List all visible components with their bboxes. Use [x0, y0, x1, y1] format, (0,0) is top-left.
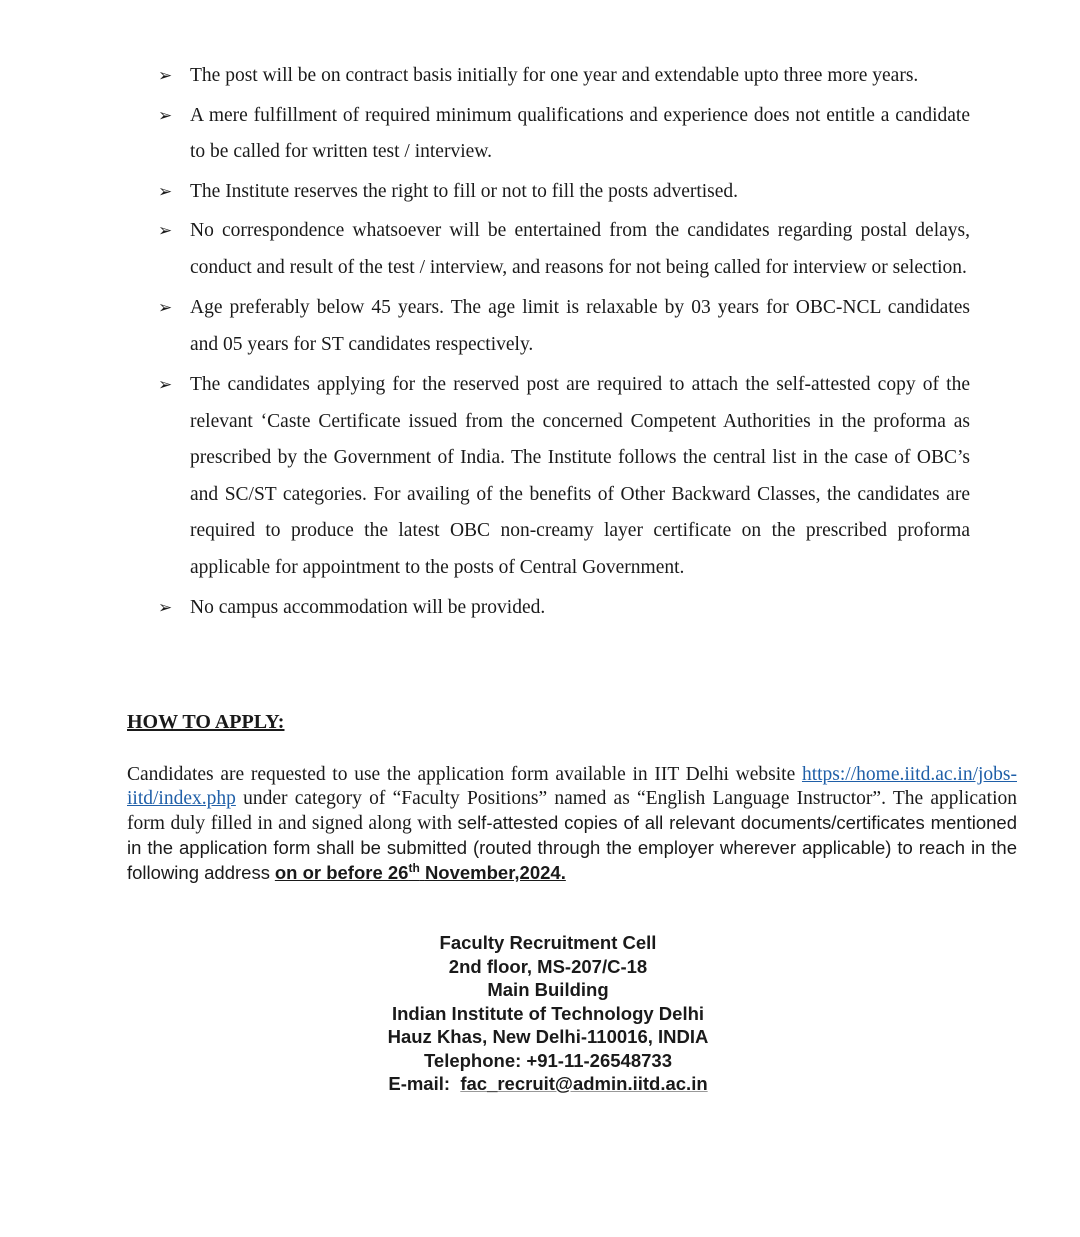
list-item-text: The post will be on contract basis initially for one year and extendable upto three more years.: [190, 65, 919, 86]
list-item: [158, 590, 970, 627]
address-line-building: Main Building: [487, 979, 609, 1000]
jobs-website-link[interactable]: https://home.iitd.ac.in/jobs-iitd/index.php: [127, 764, 1017, 809]
email-link[interactable]: fac_recruit@admin.iitd.ac.in: [460, 1073, 708, 1094]
list-item: [158, 290, 970, 363]
address-line-cell: Faculty Recruitment Cell: [439, 932, 657, 953]
deadline-superscript: th: [408, 860, 420, 875]
deadline-suffix: November,2024.: [424, 862, 566, 883]
address-email-row: [127, 1072, 969, 1096]
list-item-text: No correspondence whatsoever will be entertained from the candidates regarding postal delays, conduct and result of the test / interview, and reasons for not being called for interview or selection.: [190, 220, 970, 278]
how-to-apply-paragraph: [127, 763, 1017, 886]
apply-intro-text: Candidates are requested to use the application form available in IIT Delhi website: [127, 764, 796, 785]
list-item-text: No campus accommodation will be provided.: [190, 597, 546, 618]
list-item: [158, 367, 970, 586]
arrow-bullet-icon: ➢: [158, 105, 173, 126]
arrow-bullet-icon: ➢: [158, 375, 173, 395]
postal-address: [127, 931, 969, 1096]
list-item: [158, 174, 970, 211]
address-line-institute: Indian Institute of Technology Delhi: [391, 1002, 705, 1024]
apply-tail-text: self-attested copies of all relevant documents/certificates mentioned in the application form shall be submitted (routed through the employer wherever applicable) to reach in the following address: [127, 812, 1017, 883]
how-to-apply-heading: HOW TO APPLY:: [127, 711, 285, 733]
list-item-text: A mere fulfillment of required minimum qualifications and experience does not entitle a candidate to be called for written test / interview.: [190, 104, 970, 162]
address-line-floor: 2nd floor, MS-207/C-18: [448, 955, 648, 977]
arrow-bullet-icon: ➢: [158, 66, 173, 86]
arrow-bullet-icon: ➢: [158, 221, 173, 241]
apply-middle-text: under category of “Faculty Positions” named as “English Language Instructor”. The application form duly filled in and signed along with: [127, 788, 1018, 834]
deadline-prefix: on or before 26: [274, 862, 409, 883]
list-item-text: The Institute reserves the right to fill or not to fill the posts advertised.: [190, 180, 739, 202]
arrow-bullet-icon: ➢: [158, 181, 173, 202]
list-item: [158, 98, 970, 171]
list-item: [158, 213, 970, 286]
address-telephone: Telephone: +91-11-26548733: [423, 1049, 672, 1071]
address-line-city: Hauz Khas, New Delhi-110016, INDIA: [387, 1026, 709, 1047]
arrow-bullet-icon: ➢: [158, 598, 173, 618]
deadline-text: [275, 862, 566, 883]
list-item: [158, 58, 970, 95]
list-item-text: Age preferably below 45 years. The age limit is relaxable by 03 years for OBC-NCL candidates and 05 years for ST candidates respectively.: [190, 297, 970, 355]
conditions-list: [158, 58, 970, 630]
email-label: E-mail:: [388, 1073, 451, 1094]
arrow-bullet-icon: ➢: [158, 298, 173, 318]
list-item-text: The candidates applying for the reserved post are required to attach the self-attested copy of the relevant ‘Caste Certificate issued from the concerned Competent Authorities in the proforma as prescribed by the Government of India. The Institute follows the central list in the case of OBC’s and SC/ST categories. For availing of the benefits of Other Backward Classes, the candidates are required to produce the latest OBC non-creamy layer certificate on the prescribed proforma applicable for appointment to the posts of Central Government.: [190, 374, 970, 578]
